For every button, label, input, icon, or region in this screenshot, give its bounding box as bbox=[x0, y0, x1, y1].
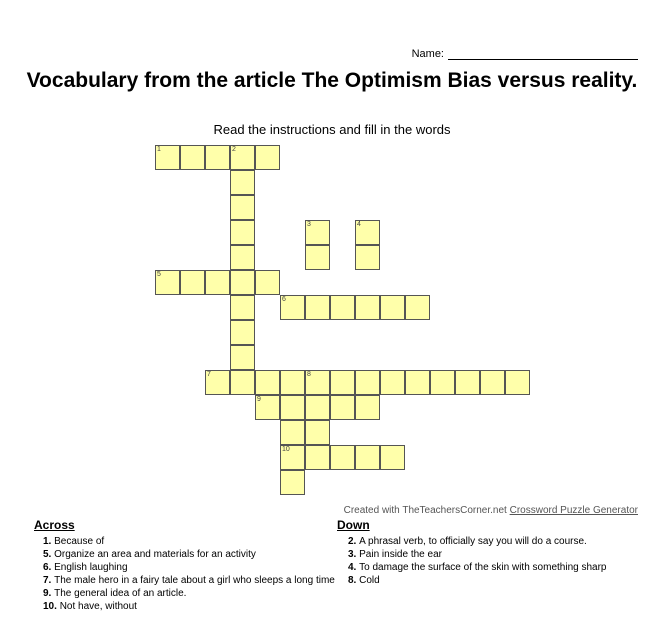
crossword-cell[interactable] bbox=[330, 445, 355, 470]
crossword-cell[interactable] bbox=[280, 395, 305, 420]
cell-number: 4 bbox=[357, 221, 361, 228]
cell-number: 7 bbox=[207, 371, 211, 378]
clue-text: Cold bbox=[359, 575, 380, 586]
clue-text: Because of bbox=[54, 536, 105, 547]
clues-section bbox=[34, 518, 640, 613]
credit-link[interactable]: Crossword Puzzle Generator bbox=[509, 505, 638, 516]
crossword-cell[interactable] bbox=[305, 420, 330, 445]
clue-item bbox=[34, 587, 337, 600]
cell-number: 6 bbox=[282, 296, 286, 303]
clue-number: 10. bbox=[43, 601, 60, 612]
crossword-cell[interactable] bbox=[230, 370, 255, 395]
clue-number: 3. bbox=[348, 549, 360, 560]
crossword-cell[interactable] bbox=[230, 295, 255, 320]
cell-number: 2 bbox=[232, 146, 236, 153]
cell-number: 1 bbox=[157, 146, 161, 153]
name-input-line[interactable] bbox=[448, 47, 638, 60]
crossword-cell[interactable] bbox=[230, 270, 255, 295]
crossword-cell[interactable] bbox=[355, 295, 380, 320]
crossword-cell[interactable] bbox=[230, 220, 255, 245]
crossword-cell[interactable] bbox=[230, 245, 255, 270]
crossword-cell[interactable] bbox=[305, 295, 330, 320]
clue-number: 9. bbox=[43, 588, 55, 599]
cell-number: 10 bbox=[282, 446, 290, 453]
crossword-cell[interactable] bbox=[280, 470, 305, 495]
down-clue-list bbox=[337, 535, 640, 587]
crossword-cell[interactable] bbox=[255, 370, 280, 395]
clue-text: Organize an area and materials for an activity bbox=[54, 549, 256, 560]
crossword-cell[interactable] bbox=[305, 245, 330, 270]
crossword-cell[interactable] bbox=[205, 370, 230, 395]
crossword-cell[interactable] bbox=[355, 245, 380, 270]
crossword-cell[interactable] bbox=[280, 370, 305, 395]
crossword-cell[interactable] bbox=[480, 370, 505, 395]
crossword-cell[interactable] bbox=[255, 145, 280, 170]
clue-number: 7. bbox=[43, 575, 55, 586]
crossword-cell[interactable] bbox=[380, 445, 405, 470]
crossword-cell[interactable] bbox=[180, 270, 205, 295]
clue-item bbox=[34, 574, 337, 587]
credit-text: Created with TheTeachersCorner.net bbox=[343, 505, 510, 516]
crossword-cell[interactable] bbox=[355, 445, 380, 470]
clue-text: To damage the surface of the skin with something sharp bbox=[359, 562, 607, 573]
cell-number: 9 bbox=[257, 396, 261, 403]
crossword-cell[interactable] bbox=[155, 270, 180, 295]
crossword-cell[interactable] bbox=[330, 370, 355, 395]
crossword-cell[interactable] bbox=[405, 370, 430, 395]
clue-text: The general idea of an article. bbox=[54, 588, 187, 599]
crossword-cell[interactable] bbox=[280, 445, 305, 470]
page-title: Vocabulary from the article The Optimism Bias versus reality. bbox=[26, 69, 638, 92]
name-field[interactable] bbox=[412, 47, 638, 60]
clue-item bbox=[34, 535, 337, 548]
name-label: Name: bbox=[411, 48, 444, 60]
clue-item bbox=[34, 548, 337, 561]
credit-line bbox=[344, 505, 638, 516]
clue-text: English laughing bbox=[54, 562, 128, 573]
down-heading: Down bbox=[337, 518, 370, 532]
clue-text: Not have, without bbox=[59, 601, 137, 612]
cell-number: 3 bbox=[307, 221, 311, 228]
clue-number: 4. bbox=[348, 562, 360, 573]
cell-number: 8 bbox=[307, 371, 311, 378]
cell-number: 5 bbox=[157, 271, 161, 278]
crossword-cell[interactable] bbox=[355, 370, 380, 395]
clue-number: 1. bbox=[43, 536, 55, 547]
crossword-cell[interactable] bbox=[305, 220, 330, 245]
crossword-cell[interactable] bbox=[230, 195, 255, 220]
crossword-cell[interactable] bbox=[255, 395, 280, 420]
clue-number: 2. bbox=[348, 536, 360, 547]
clue-item bbox=[34, 561, 337, 574]
clue-number: 6. bbox=[43, 562, 55, 573]
page-subtitle: Read the instructions and fill in the words bbox=[213, 122, 451, 137]
crossword-cell[interactable] bbox=[205, 270, 230, 295]
clue-item bbox=[337, 535, 640, 548]
crossword-cell[interactable] bbox=[430, 370, 455, 395]
crossword-cell[interactable] bbox=[330, 395, 355, 420]
clue-number: 8. bbox=[348, 575, 360, 586]
crossword-cell[interactable] bbox=[455, 370, 480, 395]
across-clue-list bbox=[34, 535, 337, 613]
clue-item bbox=[337, 574, 640, 587]
clue-number: 5. bbox=[43, 549, 55, 560]
crossword-cell[interactable] bbox=[305, 370, 330, 395]
crossword-cell[interactable] bbox=[230, 170, 255, 195]
clue-item bbox=[34, 600, 337, 613]
crossword-cell[interactable] bbox=[280, 420, 305, 445]
crossword-cell[interactable] bbox=[380, 370, 405, 395]
across-column bbox=[34, 518, 337, 613]
crossword-cell[interactable] bbox=[180, 145, 205, 170]
crossword-cell[interactable] bbox=[230, 320, 255, 345]
crossword-cell[interactable] bbox=[305, 395, 330, 420]
crossword-cell[interactable] bbox=[255, 270, 280, 295]
clue-text: A phrasal verb, to officially say you will do a course. bbox=[359, 536, 587, 547]
clue-item bbox=[337, 561, 640, 574]
crossword-cell[interactable] bbox=[305, 445, 330, 470]
across-heading: Across bbox=[34, 518, 75, 532]
clue-text: Pain inside the ear bbox=[359, 549, 442, 560]
crossword-cell[interactable] bbox=[230, 145, 255, 170]
crossword-cell[interactable] bbox=[355, 395, 380, 420]
clue-item bbox=[337, 548, 640, 561]
crossword-cell[interactable] bbox=[330, 295, 355, 320]
crossword-cell[interactable] bbox=[280, 295, 305, 320]
clue-text: The male hero in a fairy tale about a girl who sleeps a long time bbox=[54, 575, 335, 586]
down-column bbox=[337, 518, 640, 613]
crossword-cell[interactable] bbox=[230, 345, 255, 370]
crossword-cell[interactable] bbox=[380, 295, 405, 320]
crossword-cell[interactable] bbox=[505, 370, 530, 395]
crossword-cell[interactable] bbox=[205, 145, 230, 170]
crossword-cell[interactable] bbox=[155, 145, 180, 170]
crossword-cell[interactable] bbox=[355, 220, 380, 245]
crossword-cell[interactable] bbox=[405, 295, 430, 320]
